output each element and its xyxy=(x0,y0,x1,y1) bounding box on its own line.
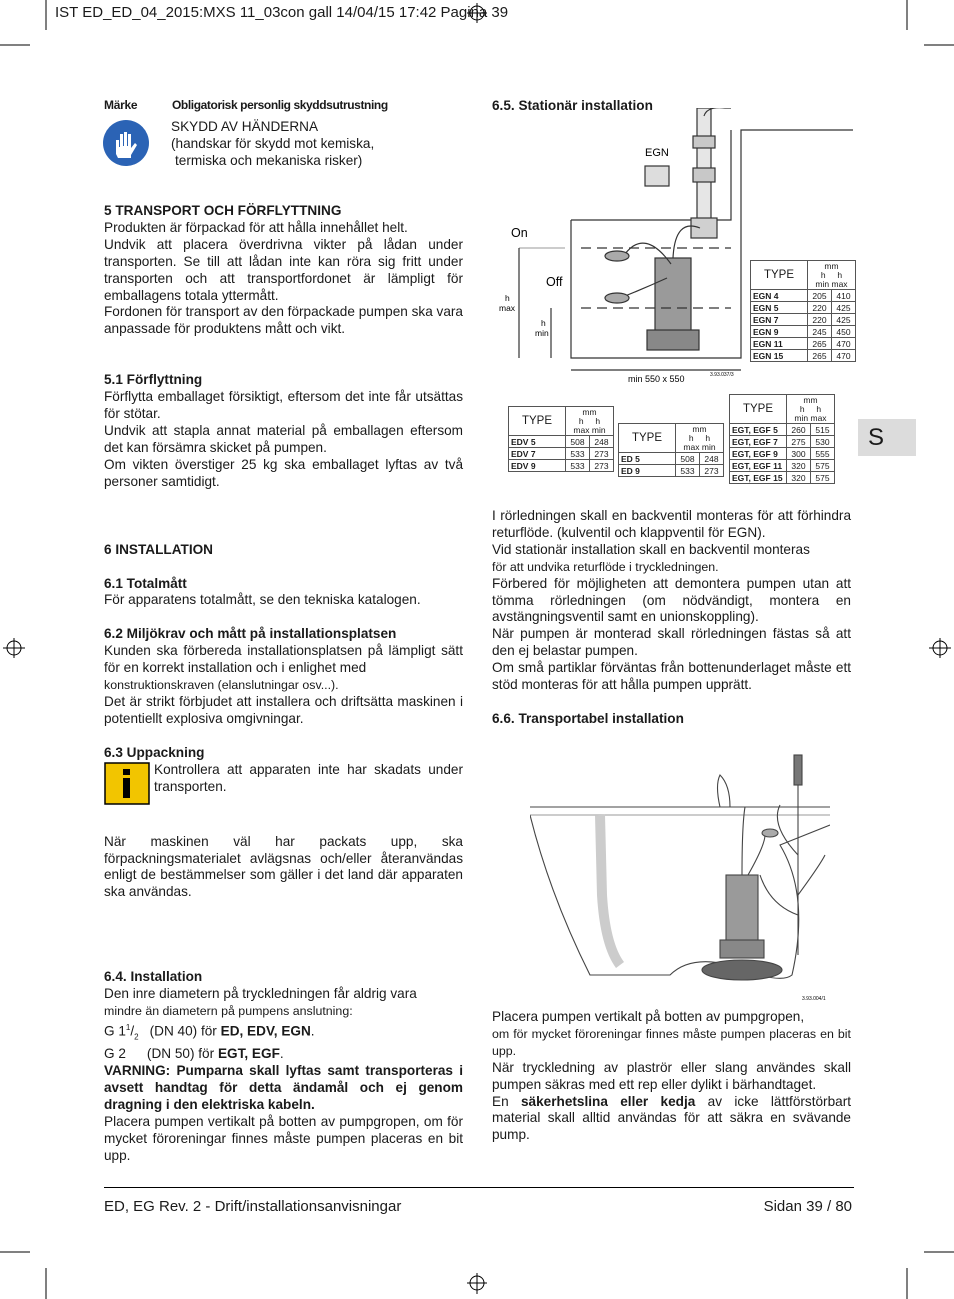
ppe-item-line1: (handskar för skydd mot kemiska, xyxy=(171,136,375,151)
section-6-4-title: 6.4. Installation xyxy=(104,969,203,985)
s63-p1: Kontrollera att apparaten inte har skadats under transporten. xyxy=(154,761,463,794)
s65-p1: I rörledningen skall en backventil monteras för att förhindra returflöde. (kulventil och klappventil för EGN). xyxy=(492,508,851,540)
section-5-title: 5 TRANSPORT OCH FÖRFLYTTNING xyxy=(104,203,342,218)
left-column xyxy=(104,203,463,1165)
s66-p2: När tryckledning av plaströr eller slang användes skall pumpen säkras med ett rep eller dylikt i bärhandtaget. xyxy=(492,1059,851,1092)
edv-row: EDV 9 533 273 xyxy=(509,460,614,472)
egt-row: EGT, EGF 7 275 530 xyxy=(730,436,835,448)
egt-row: EGT, EGF 11 320 575 xyxy=(730,460,835,472)
s66-p3: En säkerhetslina eller kedja av icke lättförstörbart material skall alltid användas för att säkra en svävande pump. xyxy=(492,1093,851,1143)
s64-g1: G $1^1/_2$ (DN 40) för ED, EDV, EGN. xyxy=(104,1023,315,1042)
edv-row: EDV 7 533 273 xyxy=(509,448,614,460)
egt-row: EGT, EGF 5 260 515 xyxy=(730,424,835,436)
egn-row: EGN 7 220 425 xyxy=(751,314,856,326)
transportable-installation-diagram xyxy=(530,745,830,1003)
ppe-item-line2: termiska och mekaniska risker) xyxy=(175,153,363,168)
ppe-col-title: Obligatorisk personlig skyddsutrustning xyxy=(172,98,388,112)
s65-p5: Om små partiklar förväntas från bottenunderlaget måste ett stöd monteras för att hålla pumpen upprätt. xyxy=(492,660,851,693)
on-label: On xyxy=(511,226,528,240)
footer-page: Sidan 39 / 80 xyxy=(763,1198,852,1215)
off-label: Off xyxy=(546,275,563,289)
ed-row: ED 5 508 248 xyxy=(619,453,724,465)
egn-row: EGN 15 265 470 xyxy=(751,350,856,362)
egn-type-header: TYPE xyxy=(751,261,808,290)
s51-p3: Om vikten överstiger 25 kg ska emballaget lyftas av två personer samtidigt. xyxy=(104,456,463,489)
s65-p3: Förbered för möjligheten att demontera pumpen utan att tömma rörledningen (om nödvändigt, montera en avstängningsventil samt en unionskoppling). xyxy=(492,575,851,625)
section-6-6-title: 6.6. Transportabel installation xyxy=(492,710,684,726)
s51-p2: Undvik att stapla annat material på emballagen eftersom det kan försämra skicket på pumpen. xyxy=(104,422,463,455)
s64-p1b: mindre än diametern på pumpens anslutning: xyxy=(104,1004,353,1019)
egt-row: EGT, EGF 9 300 555 xyxy=(730,448,835,460)
edv-row: EDV 5 508 248 xyxy=(509,436,614,448)
s65-p2a: Vid stationär installation skall en backventil monteras xyxy=(492,541,810,557)
footer-left: ED, EG Rev. 2 - Drift/installationsanvisningar xyxy=(104,1198,402,1215)
egn-row: EGN 4 205 410 xyxy=(751,290,856,302)
section-5-1-title: 5.1 Förflyttning xyxy=(104,372,203,388)
min-dimension-label: min 550 x 550 xyxy=(628,374,685,384)
egn-table: TYPE mm h h min max EGN 4 205 410 EGN 5 220 425 EGN 7 220 425 EGN 9 245 450 EGN 11 265 470 EGN 15 265 470 xyxy=(750,260,856,362)
egt-table: TYPE mm h h min max EGT, EGF 5 260 515 EGT, EGF 7 275 530 EGT, EGF 9 300 555 EGT, EGF 11 320 575 EGT, EGF 15 320 575 xyxy=(729,394,835,484)
s64-g2: G 2 (DN 50) för EGT, EGF. xyxy=(104,1046,284,1062)
egn-row: EGN 5 220 425 xyxy=(751,302,856,314)
diagram1-code: 3.93.037/3 xyxy=(710,372,734,378)
edv-table: TYPE mm h h max min EDV 5 508 248 EDV 7 533 273 EDV 9 533 273 xyxy=(508,406,614,472)
ed-row: ED 9 533 273 xyxy=(619,465,724,477)
s64-p1a: Den inre diametern på tryckledningen får aldrig vara xyxy=(104,986,417,1002)
s64-warning: VARNING: Pumparna skall lyftas samt transporteras i avsett handtag för detta ändamål och ej genom dragning i den elektriska kabeln. xyxy=(104,1063,463,1112)
s62-p1b: konstruktionskraven (elanslutningar osv...). xyxy=(104,678,339,693)
ppe-item-title: SKYDD AV HÄNDERNA xyxy=(171,119,319,134)
right-column-66 xyxy=(492,1009,851,1144)
info-icon xyxy=(104,762,150,805)
right-column-65 xyxy=(492,508,851,728)
s5-p1: Produkten är förpackad för att hålla innehållet helt. xyxy=(104,219,408,235)
section-6-title: 6 INSTALLATION xyxy=(104,541,213,557)
language-tab-s: S xyxy=(858,419,916,456)
s66-p1a: Placera pumpen vertikalt på botten av pumpgropen, xyxy=(492,1009,805,1024)
s62-p2: Det är strikt förbjudet att installera och driftsätta maskinen i potentiellt explosiva omgivningar. xyxy=(104,693,463,726)
s65-p2b: för att undvika returflöde i tryckledningen. xyxy=(492,559,719,574)
gloves-icon xyxy=(103,120,149,166)
s65-p4: När pumpen är monterad skall rörledningen fästas så att den ej belastar pumpen. xyxy=(492,626,851,659)
hmax-label: h max xyxy=(499,293,516,313)
diagram2-code: 3.93.004/1 xyxy=(802,996,826,1002)
s62-p1a: Kunden ska förbereda installationsplatsen på lämpligt sätt för en korrekt installation och i enlighet med xyxy=(104,643,463,676)
section-6-2-title: 6.2 Miljökrav och mått på installationsplatsen xyxy=(104,626,397,642)
egn-row: EGN 9 245 450 xyxy=(751,326,856,338)
footer-rule xyxy=(104,1187,854,1188)
s61-p1: För apparatens totalmått, se den tekniska katalogen. xyxy=(104,592,421,608)
section-6-5-title: 6.5. Stationär installation xyxy=(492,98,653,113)
egn-row: EGN 11 265 470 xyxy=(751,338,856,350)
ed-table: TYPE mm h h max min ED 5 508 248 ED 9 533 273 xyxy=(618,423,724,477)
s5-p2: Undvik att placera överdrivna vikter på lådan under transporten. Se till att lådan inte kan röra sig fritt under transporten och att transportfordonet är lämpligt för emballagens totala yttermått. xyxy=(104,236,463,303)
s64-p3: Placera pumpen vertikalt på botten av pumpgropen, om för mycket föroreningar finnes måste pumpen placeras en bit upp. xyxy=(104,1113,463,1163)
s63-p2: När maskinen väl har packats upp, ska förpackningsmaterialet avlägsnas och/eller återanvändas enligt de bestämmelser som gäller i det land där apparaten ska användas. xyxy=(104,833,463,900)
section-6-3-title: 6.3 Uppackning xyxy=(104,744,205,760)
s5-p3: Fordonen för transport av den förpackade pumpen ska vara anpassade för produktens mått och vikt. xyxy=(104,304,463,337)
s51-p1: Förflytta emballaget försiktigt, eftersom det inte får utsättas för stötar. xyxy=(104,389,463,422)
egn-label: EGN xyxy=(645,147,669,159)
egt-row: EGT, EGF 15 320 575 xyxy=(730,472,835,484)
ppe-col-brand: Märke xyxy=(104,98,138,112)
print-slug: IST ED_ED_04_2015:MXS 11_03con gall 14/04/15 17:42 Pagina 39 xyxy=(55,4,509,21)
hmin-label: h min xyxy=(535,318,549,338)
section-6-1-title: 6.1 Totalmått xyxy=(104,575,187,591)
s66-p1b: om för mycket föroreningar finnes måste pumpen placeras en bit upp. xyxy=(492,1026,851,1058)
